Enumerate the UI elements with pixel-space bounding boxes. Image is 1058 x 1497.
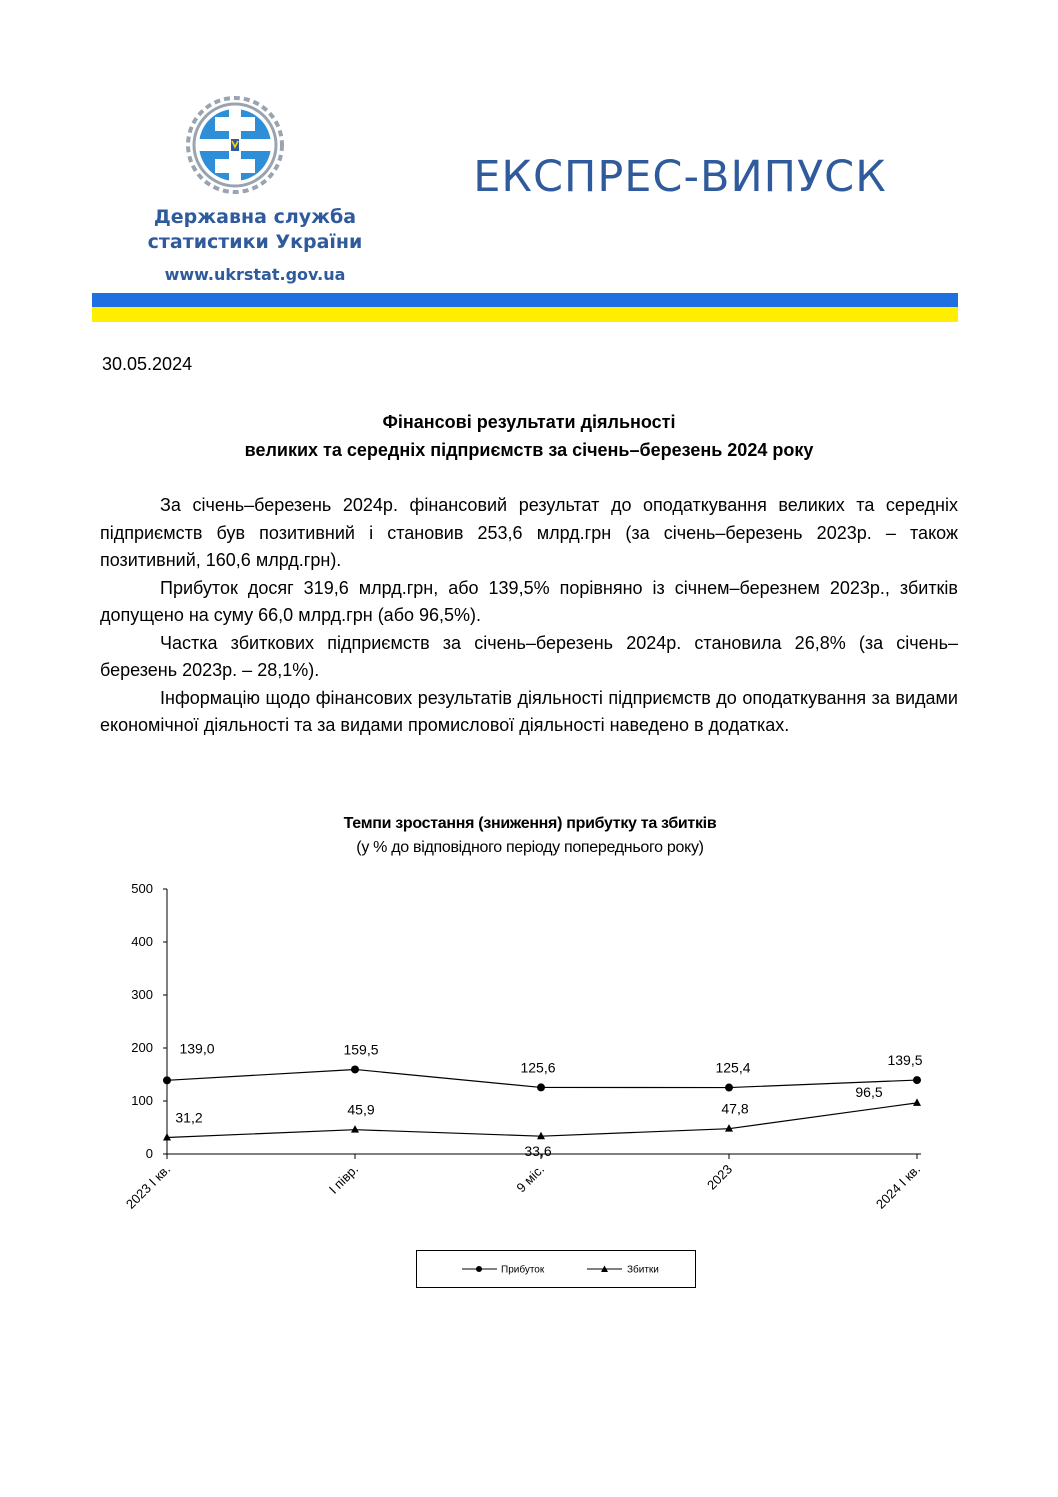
data-point-profit xyxy=(351,1065,359,1073)
data-point-profit xyxy=(725,1084,733,1092)
legend-marker-profit xyxy=(476,1266,482,1272)
chart-subtitle: (у % до відповідного періоду попереднього року) xyxy=(356,839,704,856)
y-tick-label: 300 xyxy=(131,987,153,1002)
release-title: ЕКСПРЕС-ВИПУСК xyxy=(473,152,887,202)
x-tick-label: І півр. xyxy=(325,1161,362,1197)
y-tick-label: 500 xyxy=(131,881,153,896)
paragraph-3: Частка збиткових підприємств за січень–березень 2024р. становила 26,8% (за січень–березень 2023р. – 28,1%). xyxy=(100,632,958,680)
x-tick-label: 2024 І кв. xyxy=(872,1161,924,1212)
data-label: 33,6 xyxy=(524,1143,552,1160)
data-point-losses xyxy=(537,1132,545,1140)
data-point-losses xyxy=(913,1098,921,1106)
x-tick-label: 2023 xyxy=(704,1161,736,1193)
chart-legend xyxy=(416,1250,696,1288)
paragraph-2: Прибуток досяг 319,6 млрд.грн, або 139,5% порівняно із січнем–березнем 2023р., збитків допущено на суму 66,0 млрд.грн (або 96,5%). xyxy=(100,577,958,625)
data-label: 139,5 xyxy=(887,1052,923,1069)
y-tick-label: 0 xyxy=(145,1146,153,1161)
chart-title: Темпи зростання (зниження) прибутку та збитків xyxy=(343,815,717,832)
y-tick-label: 200 xyxy=(131,1040,153,1055)
series-line-losses xyxy=(167,1100,917,1138)
paragraph-1: За січень–березень 2024р. фінансовий результат до оподаткування великих та середніх підприємств був позитивний і становив 253,6 млрд.грн (за січень–березень 2023р. – також позитивний, 160,6 млрд.грн). xyxy=(100,495,958,570)
legend-svg xyxy=(417,1251,695,1287)
data-label: 47,8 xyxy=(721,1100,749,1117)
paragraph-4: Інформацію щодо фінансових результатів діяльності підприємств до оподаткування за видами економічної діяльності та за видами промислової діяльності наведено в додатках. xyxy=(100,687,958,735)
data-label: 31,2 xyxy=(175,1109,203,1126)
data-point-profit xyxy=(537,1083,545,1091)
legend-label-profit: Прибуток xyxy=(501,1264,545,1276)
y-tick-label: 100 xyxy=(131,1093,153,1108)
data-label: 45,9 xyxy=(347,1101,375,1118)
data-point-losses xyxy=(351,1125,359,1133)
x-tick-label: 2023 І кв. xyxy=(122,1161,174,1212)
x-tick-label: 9 міс. xyxy=(513,1161,548,1196)
data-label: 159,5 xyxy=(343,1041,379,1058)
data-label: 125,6 xyxy=(520,1059,556,1076)
data-point-losses xyxy=(163,1133,171,1141)
data-point-profit xyxy=(163,1076,171,1084)
data-label: 125,4 xyxy=(715,1059,751,1076)
org-name-line2: статистики України xyxy=(147,231,363,253)
y-tick-label: 400 xyxy=(131,934,153,949)
headline-line2: великих та середніх підприємств за січень–березень 2024 року xyxy=(244,440,814,460)
data-label: 139,0 xyxy=(179,1040,215,1057)
org-website-link[interactable]: www.ukrstat.gov.ua xyxy=(164,265,346,284)
headline-line1: Фінансові результати діяльності xyxy=(382,412,676,432)
release-date: 30.05.2024 xyxy=(102,354,193,374)
org-name-line1: Державна служба xyxy=(153,206,357,228)
data-point-profit xyxy=(913,1076,921,1084)
data-label: 96,5 xyxy=(855,1083,883,1100)
legend-label-losses: Збитки xyxy=(627,1264,659,1276)
